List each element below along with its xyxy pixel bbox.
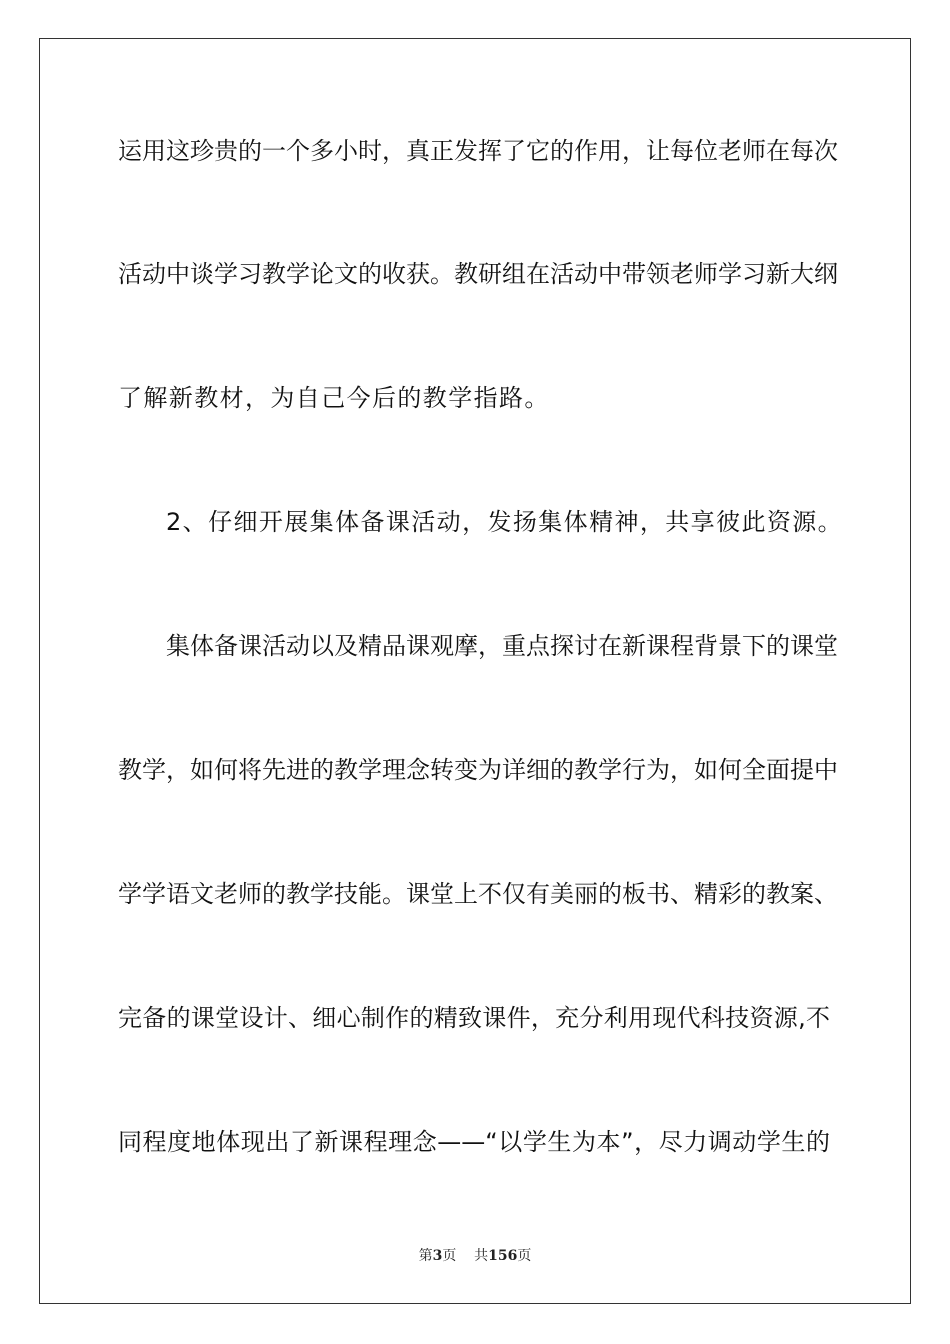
page-suffix: 页 <box>442 1248 457 1264</box>
total-pages: 156 <box>488 1248 518 1264</box>
body-line-4: 2、仔细开展集体备课活动，发扬集体精神，共享彼此资源。 <box>166 508 844 536</box>
body-line-2: 活动中谈学习教学论文的收获。教研组在活动中带领老师学习新大纲 <box>118 260 838 288</box>
body-line-6: 教学，如何将先进的教学理念转变为详细的教学行为，如何全面提中 <box>118 756 838 784</box>
total-prefix: 共 <box>474 1248 489 1264</box>
body-line-7: 学学语文老师的教学技能。课堂上不仅有美丽的板书、精彩的教案、 <box>118 880 838 908</box>
total-suffix: 页 <box>517 1248 532 1264</box>
body-line-1: 运用这珍贵的一个多小时，真正发挥了它的作用，让每位老师在每次 <box>118 137 838 165</box>
page-number: 3 <box>432 1248 443 1264</box>
body-line-3: 了解新教材，为自己今后的教学指路。 <box>118 384 550 412</box>
page-footer <box>0 1247 950 1265</box>
body-line-5: 集体备课活动以及精品课观摩，重点探讨在新课程背景下的课堂 <box>166 632 838 660</box>
body-line-9: 同程度地体现出了新课程理念——“以学生为本”，尽力调动学生的 <box>118 1128 830 1156</box>
body-line-8: 完备的课堂设计、细心制作的精致课件，充分利用现代科技资源,不 <box>118 1004 830 1032</box>
page-border <box>39 38 911 1304</box>
page-prefix: 第 <box>418 1248 433 1264</box>
